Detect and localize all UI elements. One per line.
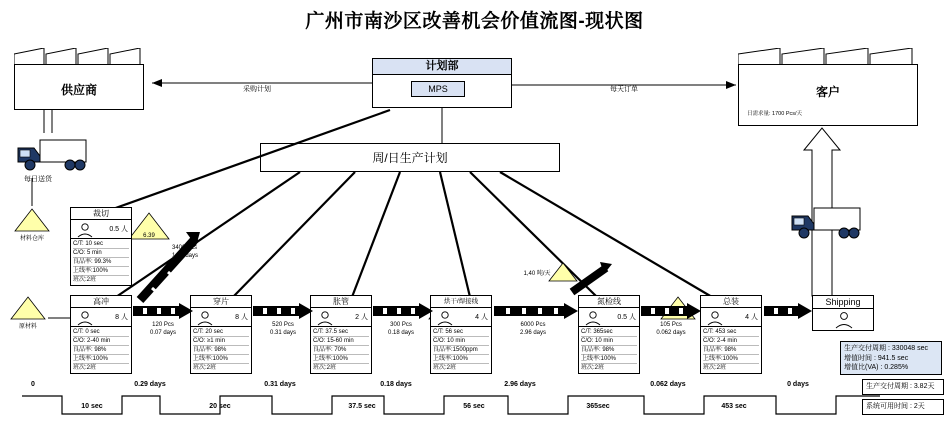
customer-demand-note: 日需求量: 1700 Pcs/天 bbox=[747, 111, 803, 117]
shipping-label: Shipping bbox=[813, 296, 873, 309]
timeline-day-5: 0.062 days bbox=[650, 381, 686, 388]
timeline-day-1: 0.29 days bbox=[134, 381, 166, 388]
process-operator-count-1: 8 人 bbox=[115, 314, 128, 321]
process-operator-count-0: 0.5 人 bbox=[109, 226, 128, 233]
process-data-row: C/O: ≥1 min bbox=[193, 337, 249, 346]
summary-line: 生产交付周期 : 3.82天 bbox=[866, 383, 935, 390]
page-title: 广州市南沙区改善机会价值流图-现状图 bbox=[305, 11, 644, 32]
timeline-sec-4: 365sec bbox=[586, 403, 610, 410]
inventory-label-press-out: 6.39 bbox=[143, 233, 155, 239]
timeline-day-6: 0 days bbox=[787, 381, 809, 388]
timeline-day-2: 0.31 days bbox=[264, 381, 296, 388]
process-data-row: C/T: 56 sec bbox=[433, 328, 489, 337]
timeline-sec-0: 10 sec bbox=[81, 403, 103, 410]
process-data-row: 班次:2班 bbox=[581, 365, 605, 372]
process-operator-count-4: 4 人 bbox=[475, 314, 488, 321]
press-wip-qty: 3400 Pcs bbox=[172, 245, 198, 251]
inventory-label-before-nitrogen: 1,40 吨/天 bbox=[523, 271, 551, 277]
process-data-row: 上线率:100% bbox=[73, 267, 129, 276]
mps-box: MPS bbox=[411, 81, 465, 97]
wip-days: 2.96 days bbox=[519, 329, 547, 336]
timeline-day-3: 0.18 days bbox=[380, 381, 412, 388]
process-data-row: 良品率: 70% bbox=[313, 346, 369, 355]
timeline-sec-1: 20 sec bbox=[209, 403, 231, 410]
inventory-label-before-press: 原材料 bbox=[18, 324, 37, 330]
process-data-row: 良品率: 98% bbox=[193, 346, 249, 355]
supplier-label: 供应商 bbox=[60, 83, 97, 97]
wip-qty: 6000 Pcs bbox=[520, 322, 546, 328]
process-name-3: 胀管 bbox=[311, 296, 371, 308]
schedule-label: 周/日生产计划 bbox=[372, 151, 448, 165]
process-data-row: C/T: 20 sec bbox=[193, 328, 249, 337]
process-data-row: C/T: 37.5 sec bbox=[313, 328, 369, 337]
process-name-2: 穿片 bbox=[191, 296, 251, 308]
summary-line: 生产交付周期 : 330048 sec bbox=[844, 345, 929, 352]
customer-label: 客户 bbox=[815, 85, 840, 99]
wip-days: 0.07 days bbox=[149, 329, 177, 336]
press-wip-days: 1.41 days bbox=[172, 252, 199, 259]
delivery-label: 每日送货 bbox=[24, 176, 52, 183]
summary-line: 系统可用时间 : 2天 bbox=[866, 403, 925, 410]
inventory-label-raw-left: 材料仓库 bbox=[19, 236, 44, 242]
timeline-sec-2: 37.5 sec bbox=[348, 403, 376, 410]
production-control-title: 计划部 bbox=[373, 59, 511, 75]
wip-qty: 105 Pcs bbox=[660, 322, 682, 328]
process-data-row: 良品率: 98% bbox=[703, 346, 759, 355]
process-data-row: 班次:2班 bbox=[73, 277, 97, 284]
process-data-row: 上线率:100% bbox=[703, 355, 759, 364]
process-name-5: 氮检线 bbox=[579, 296, 639, 308]
process-data-row: C/O: 10 min bbox=[581, 337, 637, 346]
process-operator-count-6: 4 人 bbox=[745, 314, 758, 321]
process-data-row: 上线率:100% bbox=[73, 355, 129, 364]
timeline-sec-3: 56 sec bbox=[463, 403, 485, 410]
process-operator-count-5: 0.5 人 bbox=[617, 314, 636, 321]
summary-line: 增值比(VA) : 0.285% bbox=[844, 364, 909, 371]
wip-qty: 300 Pcs bbox=[390, 322, 412, 328]
process-data-row: 班次:2班 bbox=[193, 365, 217, 372]
process-data-row: 班次:2班 bbox=[433, 365, 457, 372]
order-label: 每天订单 bbox=[610, 86, 638, 93]
process-data-row: C/O: 2-4 min bbox=[703, 337, 759, 346]
wip-qty: 520 Pcs bbox=[272, 322, 294, 328]
summary-line: 增值时间 : 941.5 sec bbox=[844, 354, 909, 362]
process-data-row: 良品率: 99.3% bbox=[73, 258, 129, 267]
process-data-row: C/T: 365sec bbox=[581, 328, 637, 337]
process-data-row: C/T: 453 sec bbox=[703, 328, 759, 337]
process-data-row: 良品率: 98% bbox=[73, 346, 129, 355]
process-data-row: 上线率:100% bbox=[433, 355, 489, 364]
process-operator-count-2: 8 人 bbox=[235, 314, 248, 321]
timeline-sec-5: 453 sec bbox=[721, 403, 747, 410]
process-data-row: 上线率:100% bbox=[313, 355, 369, 364]
process-data-row: C/O: 10 min bbox=[433, 337, 489, 346]
process-data-row: C/T: 10 sec bbox=[73, 240, 129, 249]
wip-days: 0.062 days bbox=[656, 329, 686, 336]
wip-qty: 120 Pcs bbox=[152, 322, 174, 328]
timeline-day-0: 0 bbox=[31, 381, 35, 388]
process-name-4: 烘干/焊接线 bbox=[431, 296, 491, 308]
process-name-6: 总装 bbox=[701, 296, 761, 308]
wip-days: 0.31 days bbox=[269, 329, 297, 336]
process-name-1: 高冲 bbox=[71, 296, 131, 308]
process-data-row: 班次:2班 bbox=[73, 365, 97, 372]
process-data-row: 良品率: 98% bbox=[581, 346, 637, 355]
process-data-row: C/O: 5 min bbox=[73, 249, 129, 258]
process-data-row: C/O: 15-60 min bbox=[313, 337, 369, 346]
timeline-day-4: 2.96 days bbox=[504, 381, 536, 388]
process-operator-count-3: 2 人 bbox=[355, 314, 368, 321]
wip-days: 0.18 days bbox=[387, 329, 415, 336]
process-name-0: 裁切 bbox=[71, 208, 131, 220]
process-data-row: 班次:2班 bbox=[313, 365, 337, 372]
process-data-row: 上线率:100% bbox=[193, 355, 249, 364]
process-data-row: 班次:2班 bbox=[703, 365, 727, 372]
process-data-row: C/O: 2-40 min bbox=[73, 337, 129, 346]
process-data-row: 良品率:1500ppm bbox=[433, 346, 489, 355]
process-data-row: C/T: 0 sec bbox=[73, 328, 129, 337]
forecast-label: 采购计划 bbox=[243, 86, 271, 93]
process-data-row: 上线率:100% bbox=[581, 355, 637, 364]
